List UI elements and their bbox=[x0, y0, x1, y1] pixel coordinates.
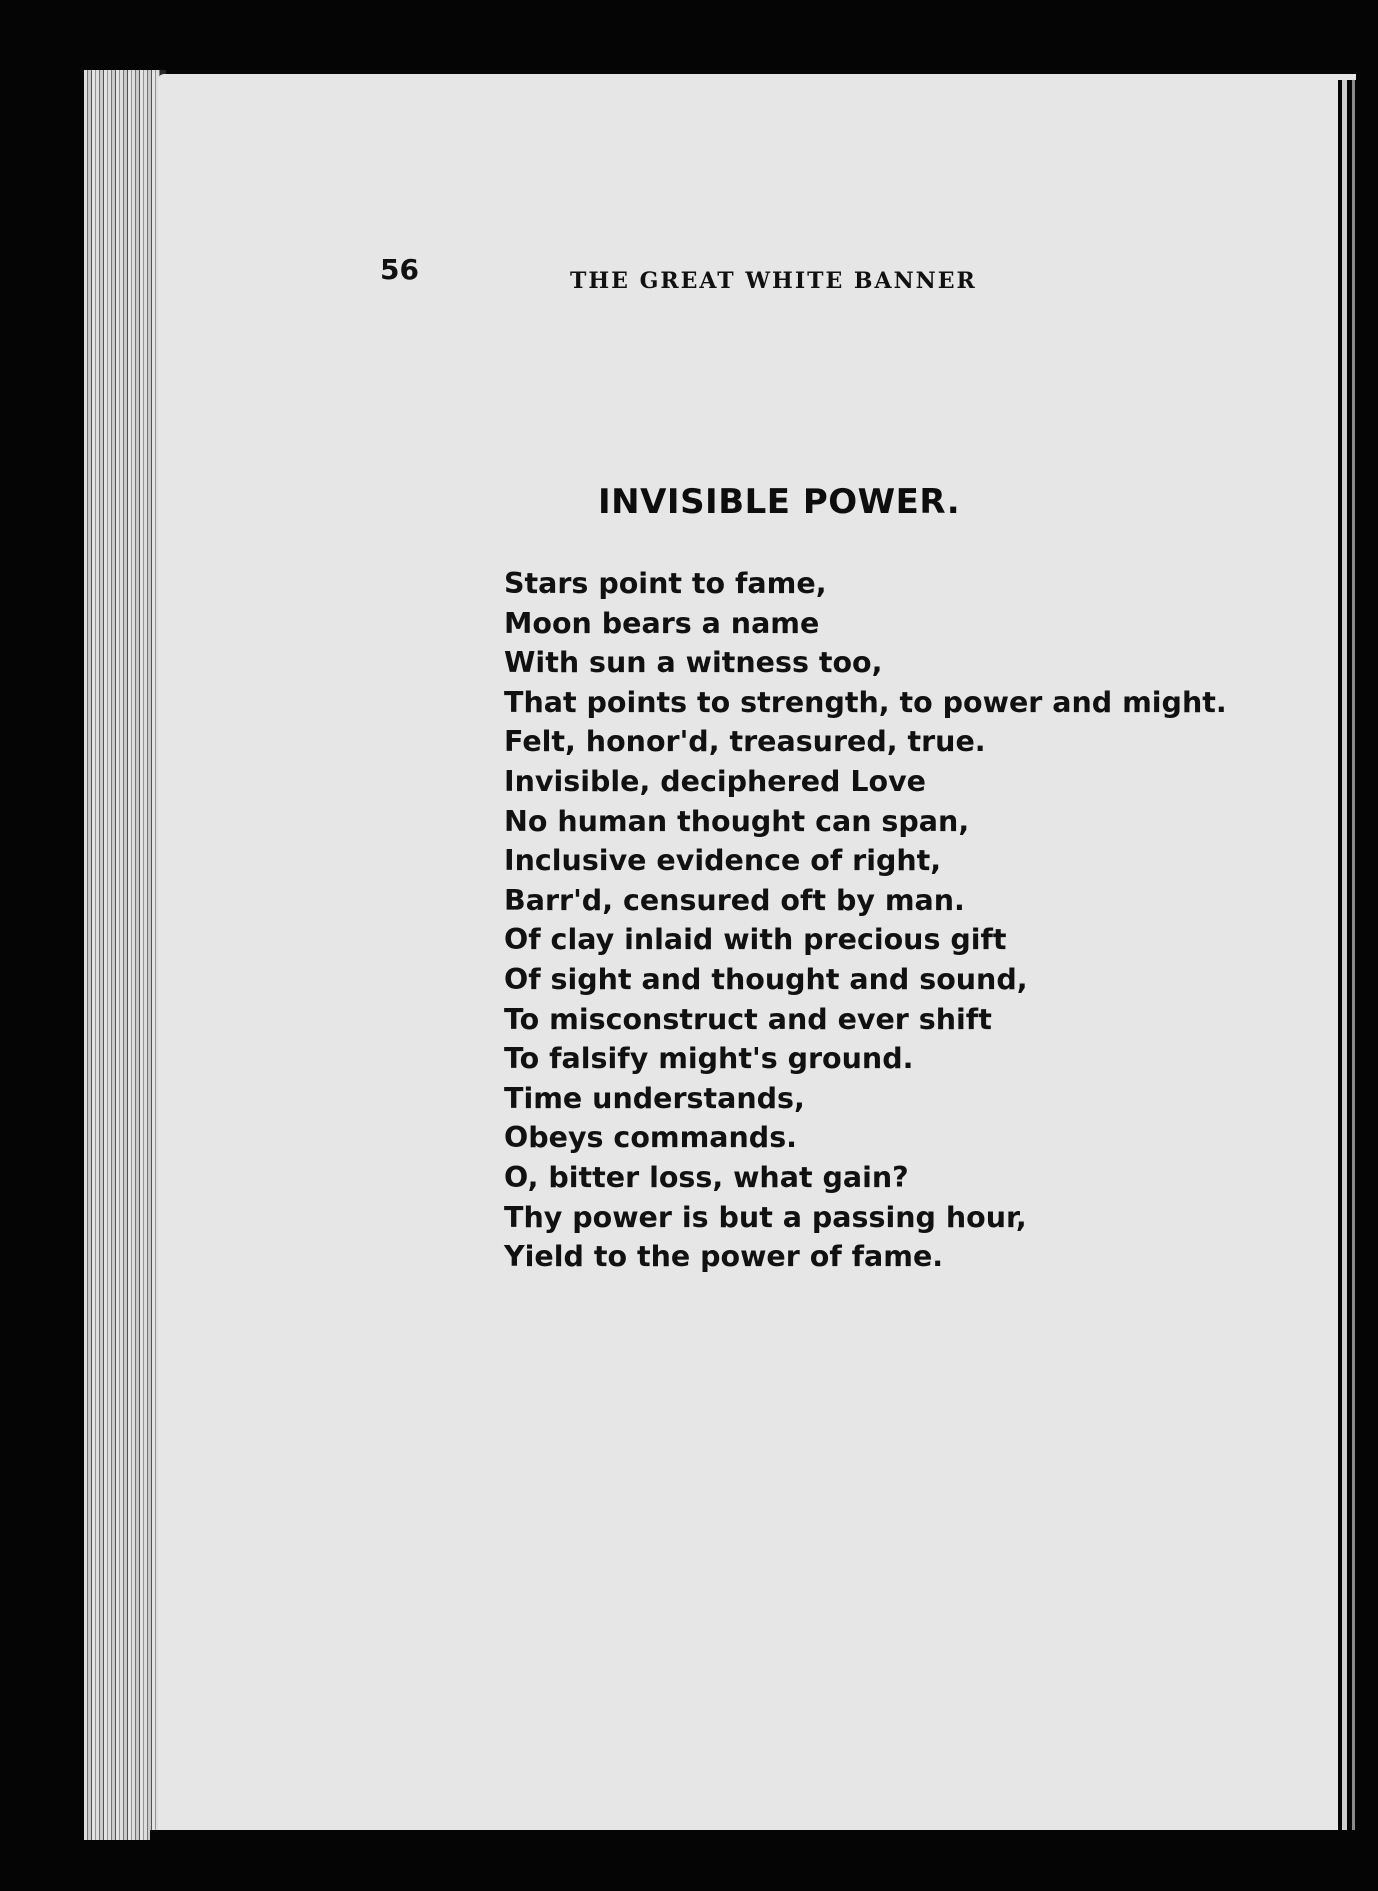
poem-line: O, bitter loss, what gain? bbox=[504, 1160, 909, 1194]
poem-line: Thy power is but a passing hour, bbox=[504, 1200, 1027, 1234]
poem-line: To misconstruct and ever shift bbox=[504, 1002, 992, 1036]
poem-title: INVISIBLE POWER. bbox=[598, 482, 961, 522]
poem-line: Obeys commands. bbox=[504, 1121, 798, 1155]
poem-line: Barr'd, censured oft by man. bbox=[504, 883, 965, 917]
running-title: THE GREAT WHITE BANNER bbox=[570, 268, 977, 294]
page-edges bbox=[84, 70, 166, 1840]
poem-line: That points to strength, to power and might. bbox=[504, 685, 1227, 719]
poem-line: Invisible, deciphered Love bbox=[504, 764, 926, 798]
poem-line: Stars point to fame, bbox=[504, 567, 827, 600]
bottom-shadow bbox=[150, 1830, 1378, 1891]
poem-line: Inclusive evidence of right, bbox=[504, 844, 942, 878]
binding-edge bbox=[1338, 80, 1378, 1840]
poem-line: Of sight and thought and sound, bbox=[504, 962, 1028, 996]
poem-line: Moon bears a name bbox=[504, 606, 820, 640]
poem-line: With sun a witness too, bbox=[504, 646, 883, 680]
poem-line: Of clay inlaid with precious gift bbox=[504, 923, 1007, 957]
poem-line: To falsify might's ground. bbox=[504, 1042, 914, 1076]
page-number: 56 bbox=[380, 253, 419, 286]
poem-line: No human thought can span, bbox=[504, 804, 970, 838]
poem-line: Felt, honor'd, treasured, true. bbox=[504, 725, 986, 759]
poem-body bbox=[504, 564, 1227, 1277]
poem-line: Yield to the power of fame. bbox=[504, 1240, 944, 1274]
poem-line: Time understands, bbox=[504, 1081, 805, 1115]
